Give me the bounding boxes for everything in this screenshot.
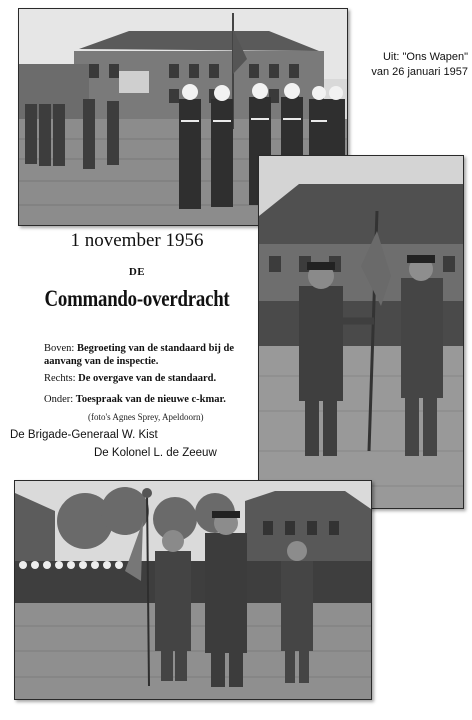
photo-commander-speech [14,480,372,700]
caption-text: De overgave van de standaard. [78,373,217,384]
source-line-1: Uit: "Ons Wapen" [382,51,468,63]
caption-onder [44,393,258,406]
caption-rechts [44,372,258,385]
caption-key: Boven: [44,343,75,354]
caption-key: Onder: [44,394,74,405]
name-outgoing-commander: De Brigade-Generaal W. Kist [10,429,158,441]
photo-credit: (foto's Agnes Sprey, Apeldoorn) [88,412,204,422]
source-line-2: van 26 januari 1957 [371,66,468,78]
article-word: DE [128,266,146,278]
caption-text: Toespraak van de nieuwe c-kmar. [75,394,226,405]
name-incoming-commander: De Kolonel L. de Zeeuw [94,447,217,459]
source-note [350,50,468,80]
photo-standard-handover [258,155,464,509]
article-date: 1 november 1956 [70,230,204,251]
headline: Commando-overdracht [44,286,230,311]
caption-boven [44,342,258,368]
caption-text: Begroeting van de standaard bij de aanvang van de inspectie. [44,343,234,367]
caption-key: Rechts: [44,373,76,384]
